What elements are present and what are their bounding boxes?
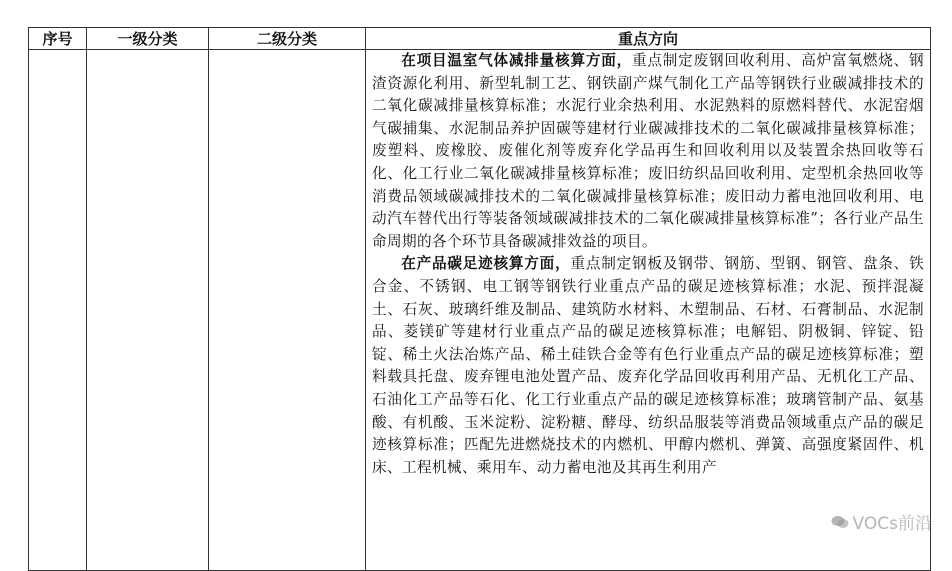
wechat-icon [831, 515, 849, 529]
paragraph-lead: 在产品碳足迹核算方面， [401, 255, 571, 273]
header-index: 序号 [29, 28, 87, 50]
index-cell [29, 50, 87, 571]
watermark [831, 509, 932, 534]
header-primary-category: 一级分类 [87, 28, 209, 50]
paragraph-carbon-footprint [372, 253, 924, 479]
standards-table [28, 27, 931, 571]
primary-category-cell [87, 50, 209, 571]
focus-direction-cell [366, 50, 931, 571]
paragraph-text: 重点制定废钢回收利用、高炉富氧燃烧、钢渣资源化利用、新型轧制工艺、钢铁副产煤气制化工产品等钢铁行业碳减排技术的二氧化碳减排量核算标准；水泥行业余热利用、水泥熟料的原燃料替代、水泥窑烟气碳捕集、水泥制品养护固碳等建材行业碳减排技术的二氧化碳减排量核算标准；废塑料、废橡胶、废催化剂等废弃化学品再生和回收利用以及装置余热回收等石化、化工行业二氧化碳减排量核算标准；废旧纺织品回收利用、定型机余热回收等消费品领域碳减排技术的二氧化碳减排量核算标准；废旧动力蓄电池回收利用、电动汽车替代出行等装备领域碳减排技术的二氧化碳减排量核算标准”；各行业产品生命周期的各个环节具备碳减排效益的项目。 [372, 52, 924, 250]
paragraph-lead: 在项目温室气体减排量核算方面， [401, 52, 633, 69]
secondary-category-cell [209, 50, 366, 571]
table-row [29, 50, 931, 571]
header-focus-direction: 重点方向 [366, 28, 931, 50]
header-row [29, 28, 931, 50]
paragraph-emission-reduction [372, 50, 924, 253]
watermark-text: VOCs前沿 [852, 514, 932, 534]
header-secondary-category: 二级分类 [209, 28, 366, 50]
paragraph-text: 重点制定钢板及钢带、钢筋、型钢、钢管、盘条、铁合金、不锈钢、电工钢等钢铁行业重点产品的碳足迹核算标准；水泥、预拌混凝土、石灰、玻璃纤维及制品、建筑防水材料、木塑制品、石材、石膏制品、水泥制品、菱镁矿等建材行业重点产品的碳足迹核算标准；电解铝、阴极铜、锌锭、铅锭、稀土火法冶炼产品、稀土硅铁合金等有色行业重点产品的碳足迹核算标准；塑料载具托盘、废弃锂电池处置产品、废弃化学品回收再利用产品、无机化工产品、石油化工产品等石化、化工行业重点产品的碳足迹核算标准；玻璃管制产品、氨基酸、有机酸、玉米淀粉、淀粉糖、酵母、纺织品服装等消费品领域重点产品的碳足迹核算标准；匹配先进燃烧技术的内燃机、甲醇内燃机、弹簧、高强度紧固件、机床、工程机械、乘用车、动力蓄电池及其再生利用产 [372, 255, 925, 476]
